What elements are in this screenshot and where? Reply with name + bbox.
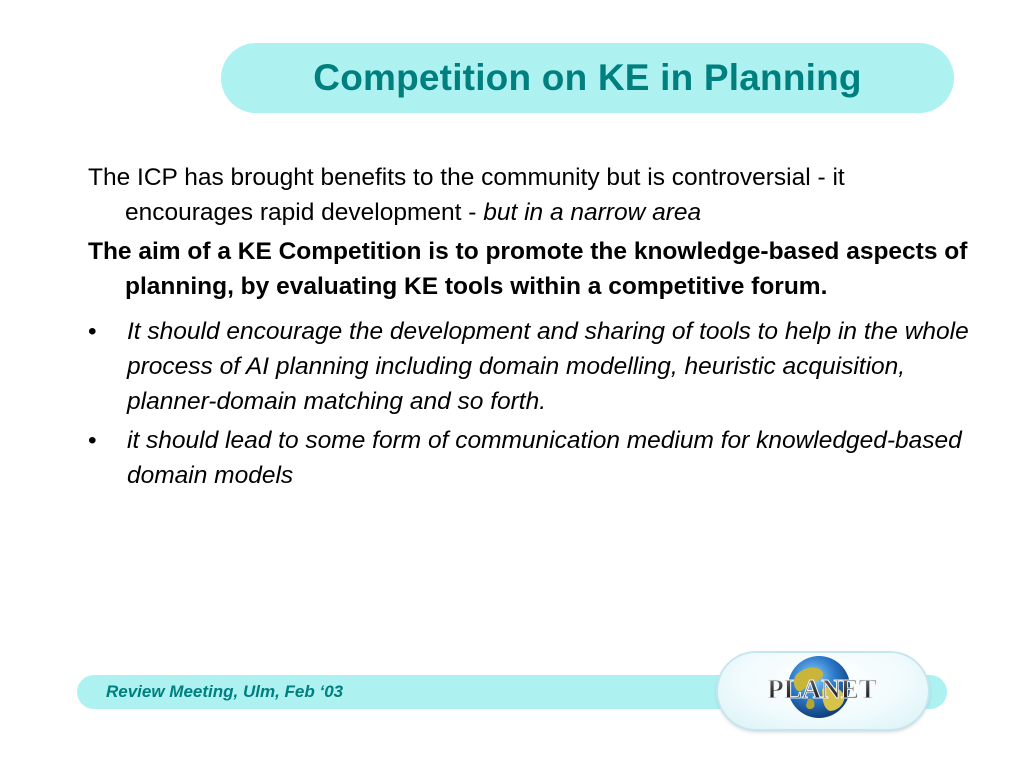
bullet-item <box>88 314 978 419</box>
bullet-dot: • <box>88 427 97 454</box>
slide-title: Competition on KE in Planning <box>313 57 862 98</box>
title-banner <box>221 43 954 113</box>
footer-caption: Review Meeting, Ulm, Feb ‘03 <box>106 682 344 701</box>
bullet-text: It should encourage the development and sharing of tools to help in the whole process of AI planning including domain modelling, heuristic acquisition, planner-domain matching and so forth. <box>127 318 969 415</box>
bullet-text: it should lead to some form of communication medium for knowledged-based domain models <box>127 427 962 489</box>
bullet-dot: • <box>88 318 97 345</box>
slide-body <box>88 160 978 497</box>
planet-logo <box>718 653 928 729</box>
intro-emphasis: but in a narrow area <box>483 199 702 226</box>
aim-paragraph: The aim of a KE Competition is to promote the knowledge-based aspects of planning, by evaluating KE tools within a competitive forum. <box>88 238 968 300</box>
intro-paragraph <box>88 160 978 230</box>
logo-wordmark: PLANET <box>767 674 877 704</box>
logo-graphic <box>718 653 928 729</box>
intro-text: The ICP has brought benefits to the community but is controversial - it encourages rapid development - <box>88 164 845 226</box>
bullet-item <box>88 423 978 493</box>
